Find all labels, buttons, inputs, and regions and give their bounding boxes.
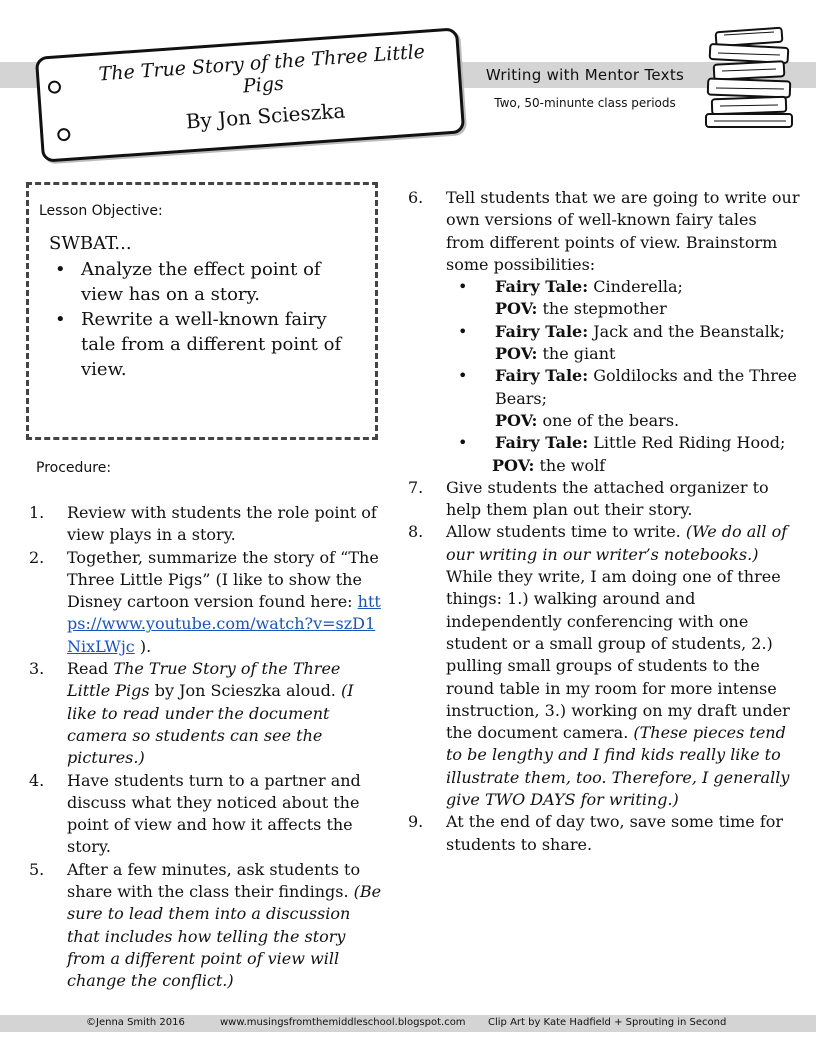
footer-copyright: ©Jenna Smith 2016 xyxy=(86,1017,185,1028)
books-stack-icon xyxy=(702,26,798,130)
fairy-tale-name: Little Red Riding Hood; xyxy=(593,433,786,453)
fairy-tale-name: Cinderella; xyxy=(593,277,683,297)
step-note: (We do all of our writing in our writer’s notebooks.) xyxy=(446,522,788,564)
procedure-step xyxy=(29,859,387,993)
step-number: 2. xyxy=(29,547,45,567)
swbat-text: SWBAT... xyxy=(49,233,132,254)
step-number: 6. xyxy=(408,188,424,207)
procedure-step xyxy=(408,187,800,477)
fairy-tale-label: Fairy Tale: xyxy=(495,277,589,297)
procedure-step xyxy=(408,521,800,811)
step-note: (Be sure to lead them into a discussion that includes how telling the story from a different point of view will change the conflict.) xyxy=(67,882,382,991)
bullet: • xyxy=(458,277,468,297)
procedure-step xyxy=(408,811,800,856)
binder-ring-icon xyxy=(48,80,62,94)
step-text: Review with students the role point of view plays in a story. xyxy=(67,503,377,545)
header-subtitle: Two, 50-minunte class periods xyxy=(494,96,676,110)
fairy-tale-name: Goldilocks and the Three Bears; xyxy=(495,366,797,408)
step-text: Tell students that we are going to write our own versions of well-known fairy tales from different points of view. Brainstorm some possibilities: xyxy=(446,188,800,274)
book-title-italic: The True Story of the Three Little Pigs xyxy=(67,659,341,701)
procedure-label: Procedure: xyxy=(36,460,112,476)
step-number: 9. xyxy=(408,812,424,832)
step-text: Read xyxy=(67,659,114,679)
fairy-tale-item xyxy=(446,276,800,321)
fairy-tale-item xyxy=(446,365,800,432)
bullet: • xyxy=(458,433,468,453)
step-number: 5. xyxy=(29,859,45,879)
binder-ring-icon xyxy=(57,128,71,142)
lesson-objective-label: Lesson Objective: xyxy=(39,203,163,219)
pov-label: POV: xyxy=(495,299,538,319)
step-text: While they write, I am doing one of three things: 1.) walking around and independently conferencing with one student or a small group of students, 2.) pulling small groups of students to the round table in my room for more intense instruction, 3.) working on my draft under the document camera. xyxy=(446,567,790,743)
pov-value: the wolf xyxy=(539,455,606,475)
step-note: (These pieces tend to be lengthy and I find kids really like to illustrate them, too. Therefore, I generally give TWO DAYS for writing.) xyxy=(446,723,790,810)
step-text: Together, summarize the story of “The Three Little Pigs” (I like to show the Disney cartoon version found here: xyxy=(67,547,379,612)
fairy-tale-label: Fairy Tale: xyxy=(495,366,589,386)
step-text: Give students the attached organizer to help them plan out their story. xyxy=(446,477,769,520)
objective-item: • Analyze the effect point of view has on a story. xyxy=(51,257,361,307)
pov-label: POV: xyxy=(495,344,538,364)
objective-list xyxy=(51,257,361,382)
pov-value: the stepmother xyxy=(542,299,667,319)
pov-value: the giant xyxy=(542,344,616,364)
footer-bar xyxy=(0,1015,816,1032)
step-text: Have students turn to a partner and discuss what they noticed about the point of view and how it affects the story. xyxy=(67,770,361,857)
pov-label: POV: xyxy=(495,410,538,430)
fairy-tale-list xyxy=(446,276,800,477)
procedure-step xyxy=(29,502,387,547)
step-text: Allow students time to write. xyxy=(446,522,686,542)
lesson-objective-box xyxy=(26,182,378,440)
youtube-link[interactable]: https://www.youtube.com/watch?v=szD1NixLWjc xyxy=(67,592,381,656)
step-text: ). xyxy=(134,636,152,656)
header-label: Writing with Mentor Texts xyxy=(485,66,685,84)
step-text: At the end of day two, save some time for students to share. xyxy=(446,812,784,854)
footer-credits: Clip Art by Kate Hadfield + Sprouting in Second xyxy=(488,1017,727,1028)
procedure-step xyxy=(29,770,387,859)
fairy-tale-item xyxy=(446,321,800,366)
procedure-column-left xyxy=(29,502,387,993)
fairy-tale-label: Fairy Tale: xyxy=(495,321,589,341)
pov-label: POV: xyxy=(492,455,535,475)
title-card xyxy=(35,27,465,162)
fairy-tale-item xyxy=(446,432,800,477)
book-author: By Jon Scieszka xyxy=(185,98,346,134)
procedure-step xyxy=(29,547,387,658)
procedure-step xyxy=(29,658,387,769)
procedure-step xyxy=(408,477,800,522)
fairy-tale-name: Jack and the Beanstalk; xyxy=(593,321,785,341)
step-number: 7. xyxy=(408,477,424,497)
step-text: by Jon Scieszka aloud. xyxy=(149,681,341,701)
objective-item: • Rewrite a well-known fairy tale from a different point of view. xyxy=(51,307,361,382)
step-note: (I like to read under the document camera so students can see the pictures.) xyxy=(67,681,354,768)
procedure-column-right xyxy=(408,187,800,856)
step-number: 4. xyxy=(29,770,45,790)
bullet: • xyxy=(458,321,468,341)
step-number: 3. xyxy=(29,659,45,679)
fairy-tale-label: Fairy Tale: xyxy=(495,433,589,453)
pov-value: one of the bears. xyxy=(542,410,680,430)
step-number: 1. xyxy=(29,503,45,522)
book-title: The True Story of the Three Little Pigs xyxy=(97,40,426,98)
bullet: • xyxy=(458,366,468,386)
footer-website[interactable]: www.musingsfromthemiddleschool.blogspot.com xyxy=(220,1017,466,1028)
step-text: After a few minutes, ask students to share with the class their findings. xyxy=(67,859,361,902)
step-number: 8. xyxy=(408,522,424,542)
